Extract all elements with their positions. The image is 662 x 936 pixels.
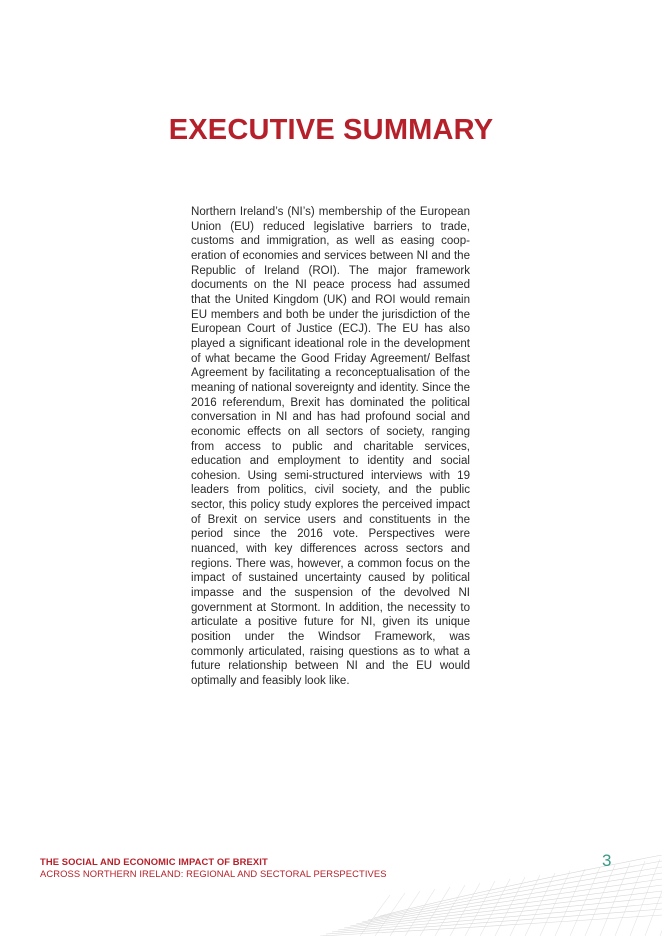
mesh-curve — [350, 885, 662, 926]
mesh-curve — [344, 891, 662, 928]
executive-summary-paragraph: Northern Ireland’s (NI’s) membership of the European Union (EU) reduced legislative barriers to trade, customs and immigration, as well as easing cooperation of economies and services between NI and the Republic of Ireland (ROI). The major framework documents on the NI peace process had assumed that the United Kingdom (UK) and ROI would remain EU members and both be under the jurisdiction of the European Court of Justice (ECJ). The EU has also played a significant ideational role in the development of what became the Good Friday Agreement/ Belfast Agreement by facilitating a reconceptualisation of the meaning of national sovereignty and identity. Since the 2016 referendum, Brexit has dominated the political conversation in NI and has had profound social and economic effects on all sectors of society, ranging from access to public and charitable services, education and employment to identity and social cohesion. Using semi-structured interviews with 19 leaders from politics, civil society, and the public sector, this policy study explores the perceived impact of Brexit on service users and constituents in the period since the 2016 vote. Perspectives were nuanced, with key differences across sectors and regions. There was, however, a common focus on the impact of sustained uncertainty caused by political impasse and the suspension of the devolved NI government at Stormont. In addition, the necessity to articulate a positive future for NI, given its unique position under the Windsor Framework, was commonly articulated, raising questions as to what a future relationship between NI and the EU would optimally and feasibly look like. — [191, 206, 471, 687]
mesh-strand — [555, 869, 585, 936]
page-number: 3 — [602, 851, 612, 870]
mesh-curve — [326, 909, 662, 934]
mesh-strand — [480, 879, 510, 936]
mesh-curve — [338, 897, 662, 930]
page-title: EXECUTIVE SUMMARY — [168, 114, 494, 146]
mesh-strand — [600, 863, 630, 936]
mesh-strand — [465, 881, 495, 936]
mesh-strand — [585, 865, 615, 936]
mesh-curve — [362, 873, 662, 922]
footer-subtitle: ACROSS NORTHERN IRELAND: REGIONAL AND SECTORAL PERSPECTIVES — [40, 868, 387, 879]
mesh-strand — [645, 857, 662, 936]
mesh-strand — [525, 873, 555, 936]
footer-title: THE SOCIAL AND ECONOMIC IMPACT OF BREXIT — [40, 856, 268, 867]
